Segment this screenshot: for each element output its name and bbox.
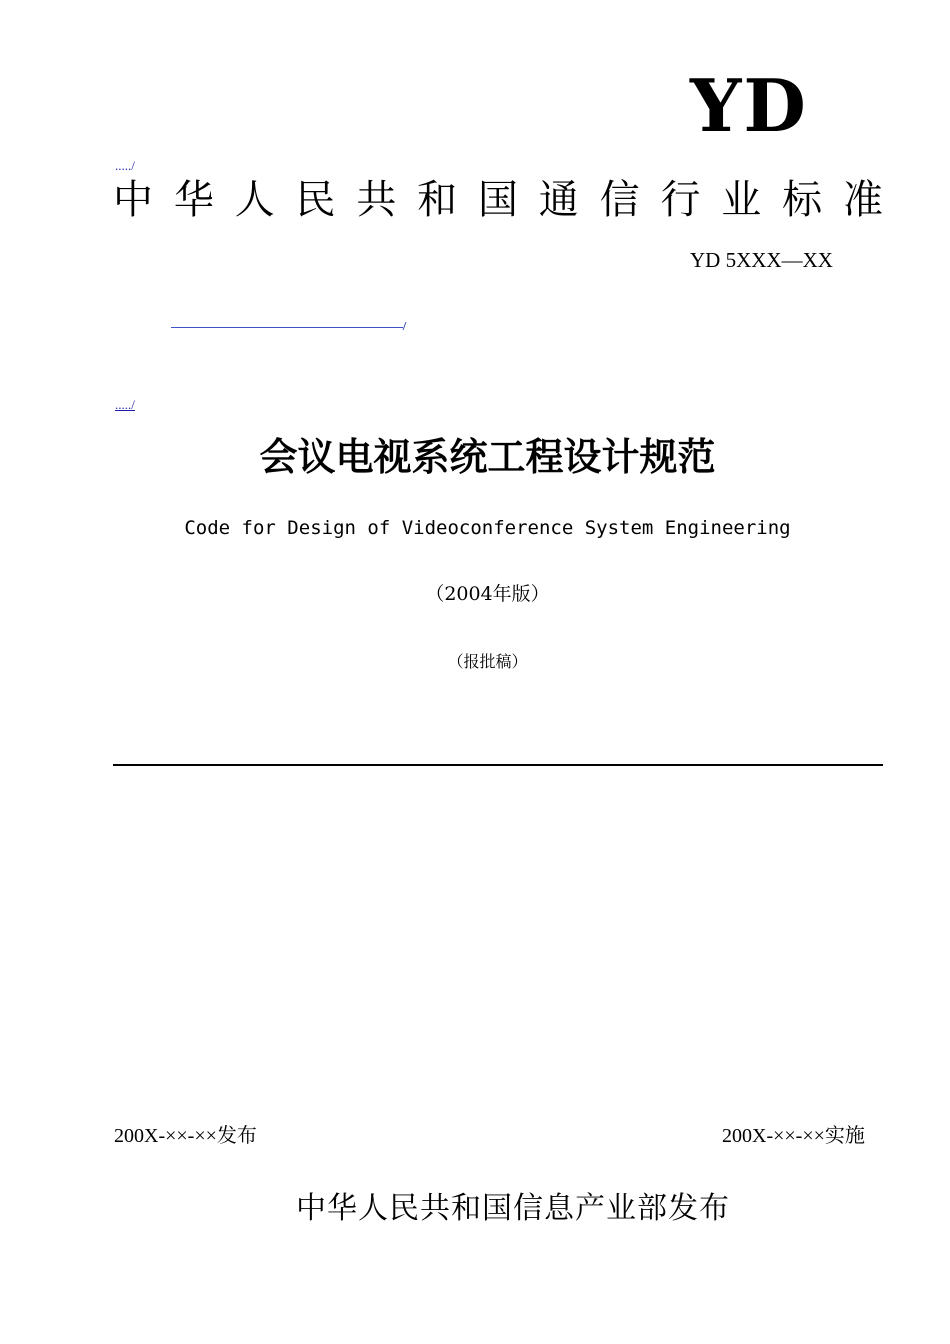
standard-type-char: 标 [782, 177, 823, 223]
standard-number: YD 5XXX—XX [690, 248, 833, 272]
field-marker-link[interactable]: ...../ [115, 397, 135, 412]
field-marker-link[interactable]: ...../ [115, 158, 135, 173]
standard-type-char: 民 [295, 177, 336, 223]
field-underline-tick [397, 322, 407, 330]
standard-type-char: 共 [356, 177, 397, 223]
effective-date: 200X-××-××实施 [722, 1125, 865, 1147]
draft-status-label: （报批稿） [447, 652, 528, 671]
edition-label: （2004年版） [425, 583, 550, 605]
standard-type-char: 和 [417, 177, 458, 223]
standard-type-char: 准 [842, 177, 883, 223]
document-title-english: Code for Design of Videoconference System Engineering [184, 517, 791, 539]
document-title: 会议电视系统工程设计规范 [259, 435, 716, 479]
standard-type-char: 中 [113, 177, 153, 223]
standard-type-char: 华 [173, 177, 214, 223]
issuing-authority: 中华人民共和国信息产业部发布 [296, 1191, 730, 1226]
standard-type-char: 通 [538, 177, 579, 223]
standard-type-char: 信 [599, 177, 640, 223]
standard-category-code: YD [690, 63, 808, 148]
standard-type-char: 业 [721, 177, 762, 223]
publish-date: 200X-××-××发布 [114, 1125, 257, 1147]
field-underline [171, 327, 403, 328]
section-divider [113, 764, 883, 766]
standard-type-char: 国 [477, 177, 518, 223]
standard-type-char: 行 [660, 177, 701, 223]
standard-type-char: 人 [234, 177, 275, 223]
standard-type-title [113, 172, 883, 228]
